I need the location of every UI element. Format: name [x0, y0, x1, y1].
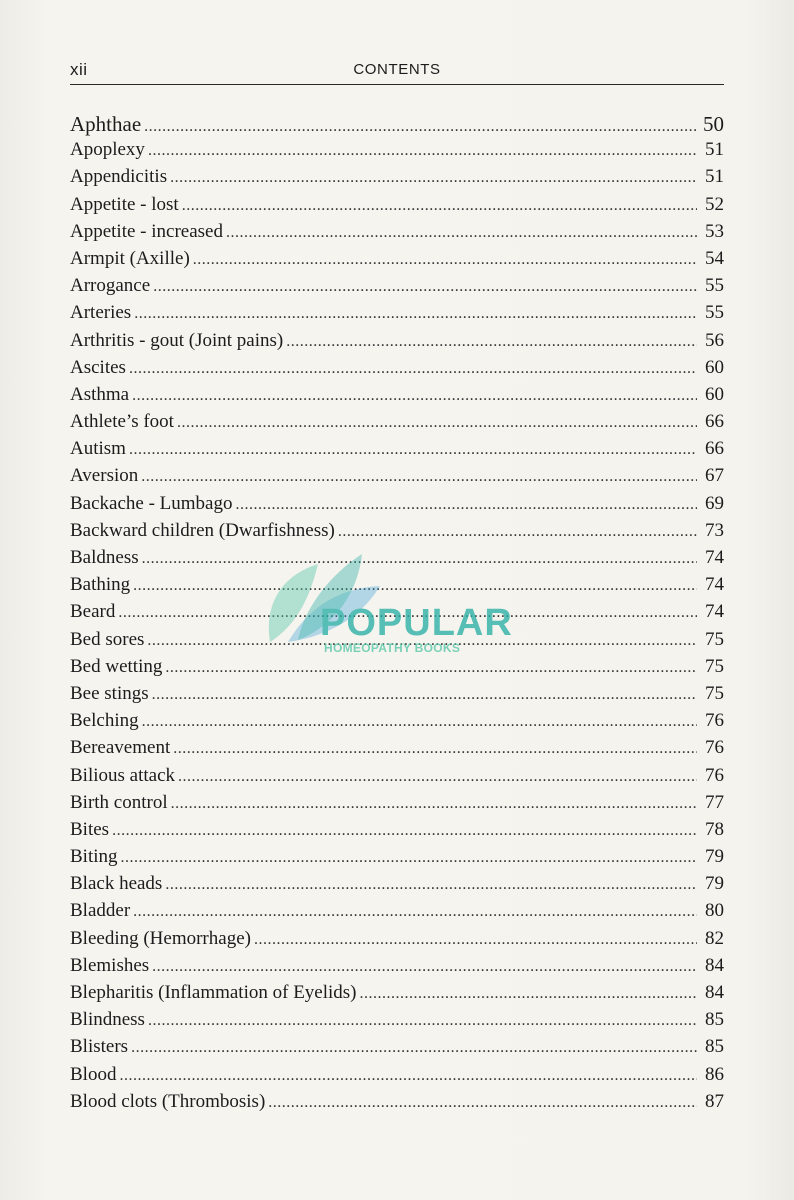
dot-leader [133, 903, 697, 921]
dot-leader [153, 278, 697, 296]
toc-entry-title: Baldness [70, 547, 139, 568]
toc-entry-title: Blood clots (Thrombosis) [70, 1090, 266, 1112]
page-header [70, 58, 724, 85]
toc-entry [70, 955, 724, 982]
toc-entry-title: Blepharitis (Inflammation of Eyelids) [70, 982, 357, 1003]
running-head: CONTENTS [353, 61, 441, 78]
toc-entry-page: 52 [705, 193, 724, 215]
dot-leader [141, 468, 697, 486]
toc-entry-page: 75 [705, 682, 724, 704]
toc-entry [70, 465, 724, 492]
toc-entry [70, 819, 724, 846]
toc-entry [70, 656, 724, 683]
toc-entry [70, 737, 724, 764]
dot-leader [226, 224, 697, 242]
toc-entry-page: 55 [705, 302, 724, 324]
toc-entry-page: 69 [705, 492, 724, 514]
toc-entry [70, 221, 724, 248]
toc-entry [70, 792, 724, 819]
dot-leader [235, 496, 697, 514]
toc-entry [70, 1064, 724, 1091]
toc-entry-page: 76 [705, 764, 724, 786]
toc-entry [70, 873, 724, 900]
toc-entry-page: 51 [705, 139, 724, 161]
toc-entry-title: Aversion [70, 465, 139, 487]
toc-entry-page: 84 [705, 954, 724, 976]
toc-entry-title: Bilious attack [70, 764, 176, 786]
dot-leader [193, 251, 697, 269]
toc-entry [70, 302, 724, 329]
toc-entry [70, 547, 724, 574]
toc-entry [70, 982, 724, 1009]
toc-entry-title: Blemishes [70, 954, 150, 976]
dot-leader [338, 523, 697, 541]
toc-entry-title: Blindness [70, 1009, 145, 1031]
toc-entry-title: Appendicitis [70, 166, 168, 188]
toc-entry [70, 765, 724, 792]
dot-leader [144, 118, 697, 136]
toc-entry [70, 493, 724, 520]
toc-entry-page: 82 [705, 927, 724, 949]
toc-entry-title: Appetite - increased [70, 220, 223, 242]
dot-leader [142, 713, 697, 731]
contents-list [70, 112, 724, 1118]
toc-entry-page: 60 [705, 356, 724, 378]
toc-entry-title: Arrogance [70, 275, 151, 297]
dot-leader [133, 577, 697, 595]
toc-entry-title: Black heads [70, 873, 163, 895]
toc-entry-page: 85 [705, 1009, 724, 1031]
dot-leader [134, 305, 697, 323]
dot-leader [152, 686, 697, 704]
toc-entry-title: Blood [70, 1063, 117, 1085]
dot-leader [112, 822, 697, 840]
toc-entry-page: 79 [705, 846, 724, 868]
dot-leader [182, 197, 697, 215]
dot-leader [165, 876, 697, 894]
toc-entry-page: 66 [705, 411, 724, 433]
toc-entry-page: 78 [705, 818, 724, 840]
toc-entry [70, 574, 724, 601]
toc-entry [70, 710, 724, 737]
toc-entry-title: Bladder [70, 900, 131, 922]
dot-leader [119, 1067, 697, 1085]
toc-entry-page: 67 [705, 465, 724, 487]
dot-leader [254, 931, 697, 949]
toc-entry-page: 75 [705, 655, 724, 677]
toc-entry-title: Backache - Lumbago [70, 492, 233, 514]
toc-entry [70, 683, 724, 710]
dot-leader [142, 550, 697, 568]
dot-leader [121, 849, 697, 867]
toc-entry-title: Arteries [70, 302, 132, 324]
dot-leader [178, 768, 697, 786]
dot-leader [148, 142, 697, 160]
watermark-subtitle: HOMEOPATHY BOOKS [324, 641, 461, 655]
toc-entry-title: Athlete’s foot [70, 411, 174, 433]
toc-entry-page: 73 [705, 519, 724, 541]
toc-entry-page: 84 [705, 982, 724, 1003]
toc-entry-title: Bathing [70, 574, 131, 596]
toc-entry [70, 384, 724, 411]
toc-entry [70, 357, 724, 384]
toc-entry-title: Autism [70, 438, 126, 460]
toc-entry-page: 56 [705, 329, 724, 351]
toc-entry-title: Apoplexy [70, 139, 145, 161]
dot-leader [360, 985, 697, 1003]
toc-entry-page: 85 [705, 1036, 724, 1058]
dot-leader [177, 414, 697, 432]
toc-entry-page: 75 [705, 628, 724, 650]
toc-entry-page: 86 [705, 1063, 724, 1085]
page-folio: xii [70, 60, 88, 79]
toc-entry-title: Bed wetting [70, 655, 163, 677]
dot-leader [152, 958, 697, 976]
toc-entry-title: Bleeding (Hemorrhage) [70, 927, 251, 949]
toc-entry [70, 438, 724, 465]
toc-entry-title: Biting [70, 846, 118, 868]
toc-entry [70, 1009, 724, 1036]
toc-entry-title: Asthma [70, 383, 130, 405]
toc-entry-page: 74 [705, 574, 724, 596]
toc-entry [70, 1036, 724, 1063]
toc-entry-page: 53 [705, 220, 724, 242]
toc-entry-page: 80 [705, 900, 724, 922]
toc-entry-page: 66 [705, 438, 724, 460]
dot-leader [286, 333, 697, 351]
dot-leader [165, 659, 697, 677]
toc-entry [70, 928, 724, 955]
toc-entry-title: Bites [70, 818, 110, 840]
toc-entry-page: 76 [705, 710, 724, 732]
toc-entry [70, 601, 724, 628]
toc-entry [70, 112, 724, 139]
toc-entry-page: 60 [705, 383, 724, 405]
toc-entry-title: Backward children (Dwarfishness) [70, 519, 335, 541]
toc-entry-page: 79 [705, 873, 724, 895]
toc-entry-title: Armpit (Axille) [70, 247, 190, 269]
toc-entry [70, 411, 724, 438]
toc-entry-page: 50 [703, 112, 724, 136]
watermark-title: POPULAR [320, 602, 513, 644]
toc-entry-title: Bereavement [70, 737, 171, 759]
toc-entry-page: 51 [705, 166, 724, 188]
toc-entry-title: Aphthae [70, 112, 142, 136]
dot-leader [147, 632, 697, 650]
toc-entry-page: 77 [705, 791, 724, 813]
toc-entry [70, 846, 724, 873]
toc-entry [70, 900, 724, 927]
toc-entry [70, 139, 724, 166]
toc-entry-title: Beard [70, 601, 116, 623]
dot-leader [118, 604, 697, 622]
toc-entry [70, 166, 724, 193]
dot-leader [170, 169, 697, 187]
toc-entry [70, 1091, 724, 1118]
toc-entry-page: 76 [705, 737, 724, 759]
dot-leader [173, 740, 697, 758]
toc-entry-title: Blisters [70, 1036, 129, 1058]
toc-entry [70, 248, 724, 275]
toc-entry [70, 520, 724, 547]
toc-entry-title: Bed sores [70, 628, 145, 650]
toc-entry-page: 74 [705, 547, 724, 568]
dot-leader [171, 795, 697, 813]
toc-entry-title: Ascites [70, 356, 126, 378]
dot-leader [132, 387, 697, 405]
dot-leader [131, 1039, 697, 1057]
toc-entry-title: Appetite - lost [70, 193, 179, 215]
dot-leader [268, 1094, 697, 1112]
dot-leader [129, 360, 697, 378]
toc-entry-page: 74 [705, 601, 724, 623]
toc-entry-title: Belching [70, 710, 139, 732]
toc-entry-title: Bee stings [70, 682, 149, 704]
toc-entry [70, 629, 724, 656]
dot-leader [129, 441, 697, 459]
toc-entry [70, 330, 724, 357]
toc-entry-page: 87 [705, 1090, 724, 1112]
toc-entry [70, 275, 724, 302]
toc-entry [70, 194, 724, 221]
toc-entry-title: Birth control [70, 791, 168, 813]
toc-entry-page: 54 [705, 247, 724, 269]
toc-entry-page: 55 [705, 275, 724, 297]
dot-leader [148, 1012, 697, 1030]
toc-entry-title: Arthritis - gout (Joint pains) [70, 329, 284, 351]
